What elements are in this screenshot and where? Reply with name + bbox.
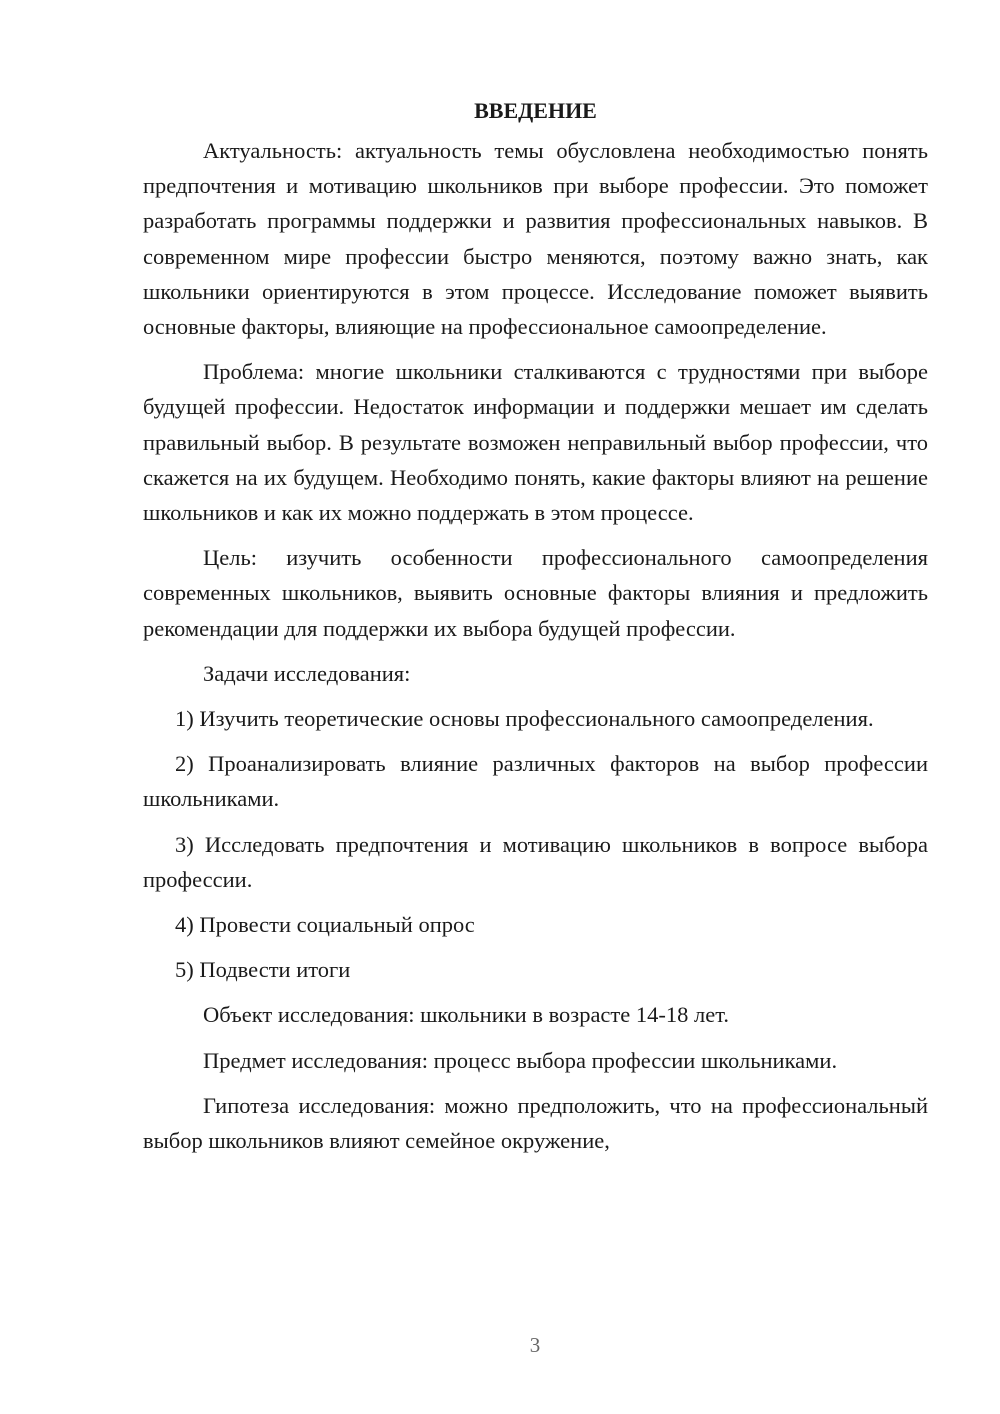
section-title: ВВЕДЕНИЕ [474,98,597,123]
research-hypothesis: Гипотеза исследования: можно предположить, что на профессиональный выбор школьников влияют семейное окружение, [143,1092,928,1154]
task-item-3: 3) Исследовать предпочтения и мотивацию школьников в вопросе выбора профессии. [143,831,928,892]
problem-paragraph: Проблема: многие школьники сталкиваются с трудностями при выборе будущей профессии. Недостаток информации и поддержки мешает им сделать правильный выбор. В результате возможен неправильный выбор профессии, что скажется на их будущем. Необходимо понять, какие факторы влияют на решение школьников и как их можно поддержать в этом процессе. [143,359,928,526]
tasks-heading: Задачи исследования: [203,660,411,686]
task-item-4: 4) Провести социальный опрос [175,912,475,938]
research-subject: Предмет исследования: процесс выбора профессии школьниками. [203,1047,838,1073]
page-content [143,93,928,1158]
task-item-5: 5) Подвести итоги [175,957,351,983]
task-item-1: 1) Изучить теоретические основы профессионального самоопределения. [175,706,874,732]
task-item-2: 2) Проанализировать влияние различных факторов на выбор профессии школьниками. [143,751,928,812]
page-number: 3 [529,1333,541,1357]
relevance-paragraph: Актуальность: актуальность темы обусловлена необходимостью понять предпочтения и мотивацию школьников при выборе профессии. Это поможет разработать программы поддержки и развития профессиональных навыков. В современном мире профессии быстро меняются, поэтому важно знать, как школьники ориентируются в этом процессе. Исследование поможет выявить основные факторы, влияющие на профессиональное самоопределение. [143,138,928,340]
goal-paragraph: Цель: изучить особенности профессионального самоопределения современных школьников, выявить основные факторы влияния и предложить рекомендации для поддержки их выбора будущей профессии. [143,545,928,641]
research-object: Объект исследования: школьники в возрасте 14-18 лет. [203,1002,729,1028]
